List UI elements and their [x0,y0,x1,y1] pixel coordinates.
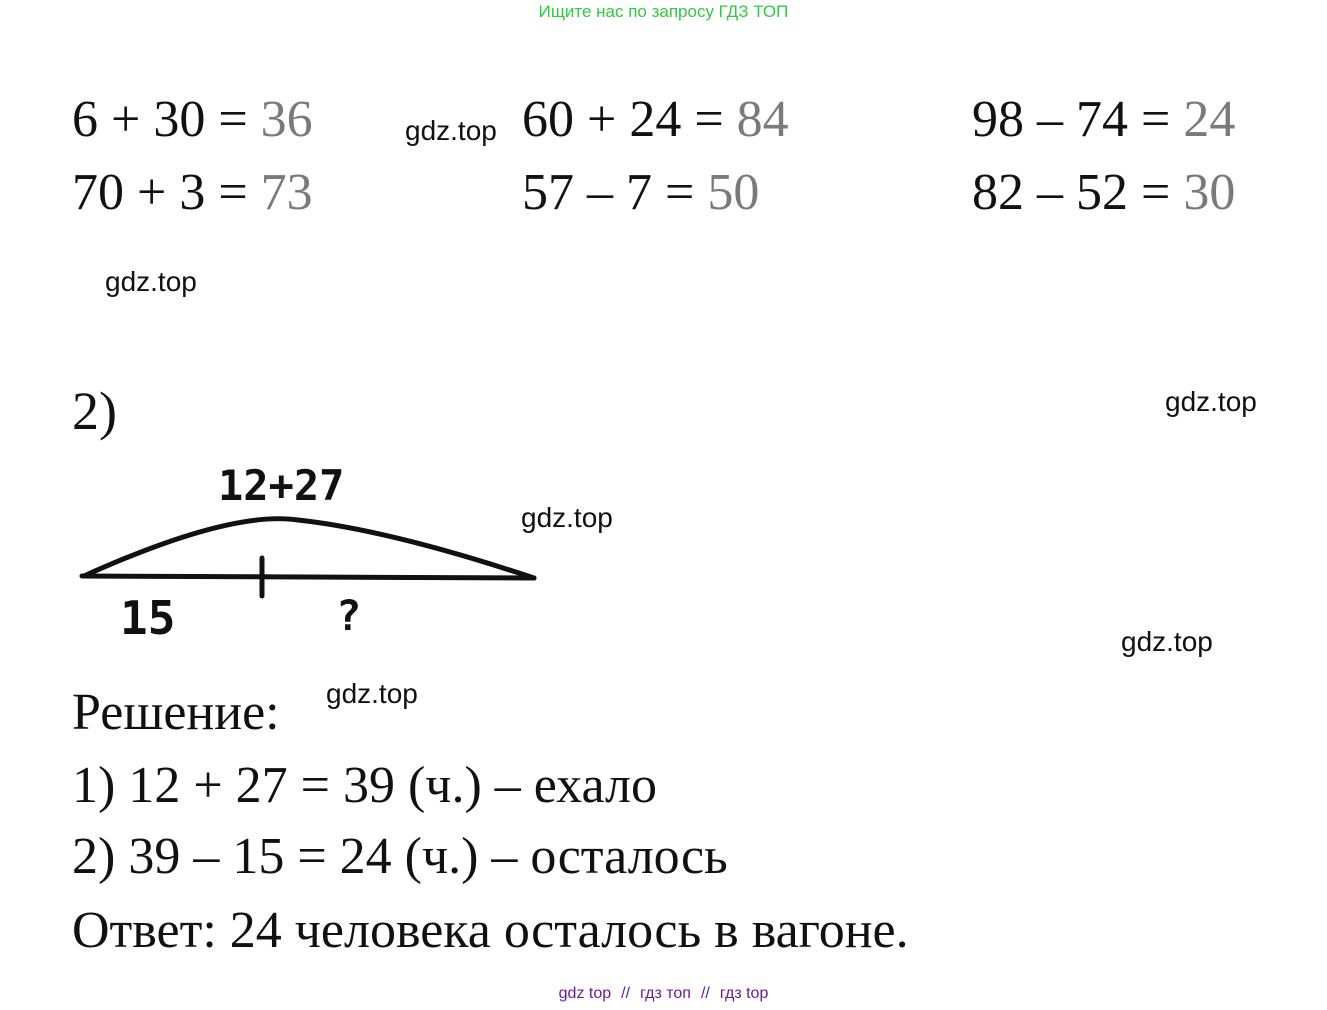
equation-expression: 6 + 30 = [72,91,261,148]
equation-expression: 70 + 3 = [72,164,261,221]
equation-expression: 98 – 74 = [972,91,1184,148]
watermark: gdz.top [405,115,497,146]
equation-5 [972,90,1235,150]
watermark: gdz.top [1165,386,1257,417]
footer-separator: // [621,985,631,1002]
arc-line [84,519,534,578]
watermark: gdz.top [105,266,197,297]
equation-expression: 60 + 24 = [522,91,737,148]
base-line [82,576,534,578]
footer-link-gdz-top-mixed[interactable]: гдз top [719,985,769,1002]
equation-answer: 73 [260,164,313,221]
equation-answer: 50 [707,164,760,221]
solution-answer: Ответ: 24 человека осталось в вагоне. [72,902,909,959]
watermark: gdz.top [326,678,418,709]
diagram-top-label: 12+27 [218,461,345,510]
diagram-left-label: 15 [120,591,176,645]
footer-link-gdz-top-ru[interactable]: гдз топ [640,985,691,1002]
search-hint-banner: Ищите нас по запросу ГДЗ ТОП [538,2,789,21]
equation-2 [72,163,313,223]
diagram-right-label: ? [336,591,362,640]
equation-expression: 57 – 7 = [522,164,708,221]
solution-heading: Решение: [72,684,280,741]
footer-separator: // [700,985,710,1002]
equation-expression: 82 – 52 = [972,164,1184,221]
equation-answer: 84 [736,91,789,148]
footer-links [0,982,1327,1006]
watermark: gdz.top [1121,626,1213,657]
equation-3 [522,90,789,150]
equation-1 [72,90,313,150]
segment-diagram [70,450,550,650]
footer-link-gdz-top[interactable]: gdz top [558,985,612,1002]
solution-step-1: 1) 12 + 27 = 39 (ч.) – ехало [72,757,657,814]
equation-answer: 30 [1183,164,1236,221]
equation-6 [972,163,1235,223]
watermark: gdz.top [521,502,613,533]
equation-4 [522,163,759,223]
part-label: 2) [72,381,117,441]
equation-answer: 24 [1183,91,1236,148]
solution-step-2: 2) 39 – 15 = 24 (ч.) – осталось [72,828,728,885]
equation-answer: 36 [260,91,313,148]
